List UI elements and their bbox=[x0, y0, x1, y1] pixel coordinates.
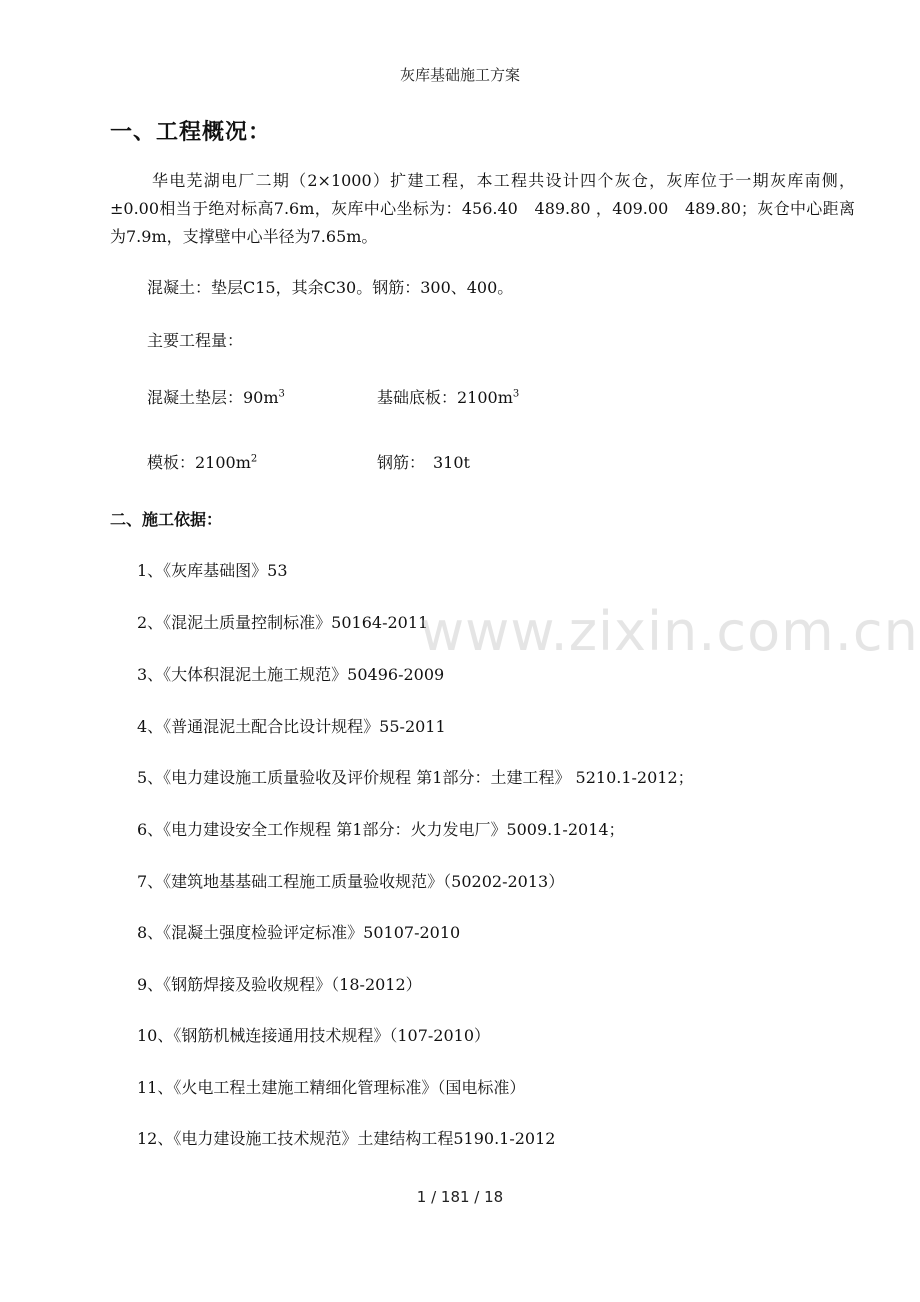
reference-item: 5、《电力建设施工质量验收及评价规程 第1部分：土建工程》 5210.1-2012； bbox=[137, 768, 694, 787]
reference-item: 12、《电力建设施工技术规范》土建结构工程5190.1-2012 bbox=[137, 1129, 556, 1148]
quantity-foundation-slab bbox=[377, 385, 519, 408]
quantity-text: 混凝土垫层：90m bbox=[147, 388, 279, 407]
reference-item: 11、《火电工程土建施工精细化管理标准》（国电标准） bbox=[137, 1078, 526, 1097]
concrete-spec-line: 混凝土：垫层C15，其余C30。钢筋：300、400。 bbox=[147, 278, 514, 297]
page-header-title: 灰库基础施工方案 bbox=[399, 66, 520, 84]
quantity-concrete-cushion bbox=[147, 385, 285, 408]
quantity-text: 模板：2100m bbox=[147, 453, 251, 472]
quantity-rebar: 钢筋： 310t bbox=[377, 453, 470, 472]
quantities-label: 主要工程量： bbox=[147, 331, 244, 350]
reference-item: 1、《灰库基础图》53 bbox=[137, 561, 288, 580]
reference-item: 10、《钢筋机械连接通用技术规程》（107-2010） bbox=[137, 1026, 491, 1045]
page-number-footer: 1 / 181 / 18 bbox=[416, 1188, 504, 1206]
quantity-unit-sup: 2 bbox=[250, 453, 258, 465]
reference-item: 6、《电力建设安全工作规程 第1部分：火力发电厂》5009.1-2014； bbox=[137, 820, 625, 839]
overview-paragraph: 华电芜湖电厂二期（2×1000）扩建工程，本工程共设计四个灰仓，灰库位于一期灰库南侧，±0.00相当于绝对标高7.6m，灰库中心坐标为：456.40 489.80 ，409.00 489.80；灰仓中心距离为7.9m，支撑壁中心半径为7.65m。 bbox=[110, 171, 855, 246]
quantity-text: 基础底板：2100m bbox=[377, 388, 513, 407]
section-heading-overview: 一、工程概况： bbox=[110, 120, 272, 145]
quantity-unit-sup: 3 bbox=[512, 388, 520, 400]
quantity-formwork bbox=[147, 450, 257, 473]
section-heading-basis: 二、施工依据： bbox=[110, 510, 223, 529]
reference-item: 2、《混泥土质量控制标准》50164-2011 bbox=[137, 613, 429, 632]
watermark: www.zixin.com.cn bbox=[420, 600, 919, 663]
quantity-unit-sup: 3 bbox=[278, 388, 285, 400]
reference-item: 8、《混凝土强度检验评定标准》50107-2010 bbox=[137, 923, 461, 942]
reference-item: 7、《建筑地基基础工程施工质量验收规范》（50202-2013） bbox=[137, 872, 565, 891]
reference-item: 4、《普通混泥土配合比设计规程》55-2011 bbox=[137, 717, 446, 736]
reference-item: 9、《钢筋焊接及验收规程》（18-2012） bbox=[137, 975, 422, 994]
reference-item: 3、《大体积混泥土施工规范》50496-2009 bbox=[137, 665, 445, 684]
